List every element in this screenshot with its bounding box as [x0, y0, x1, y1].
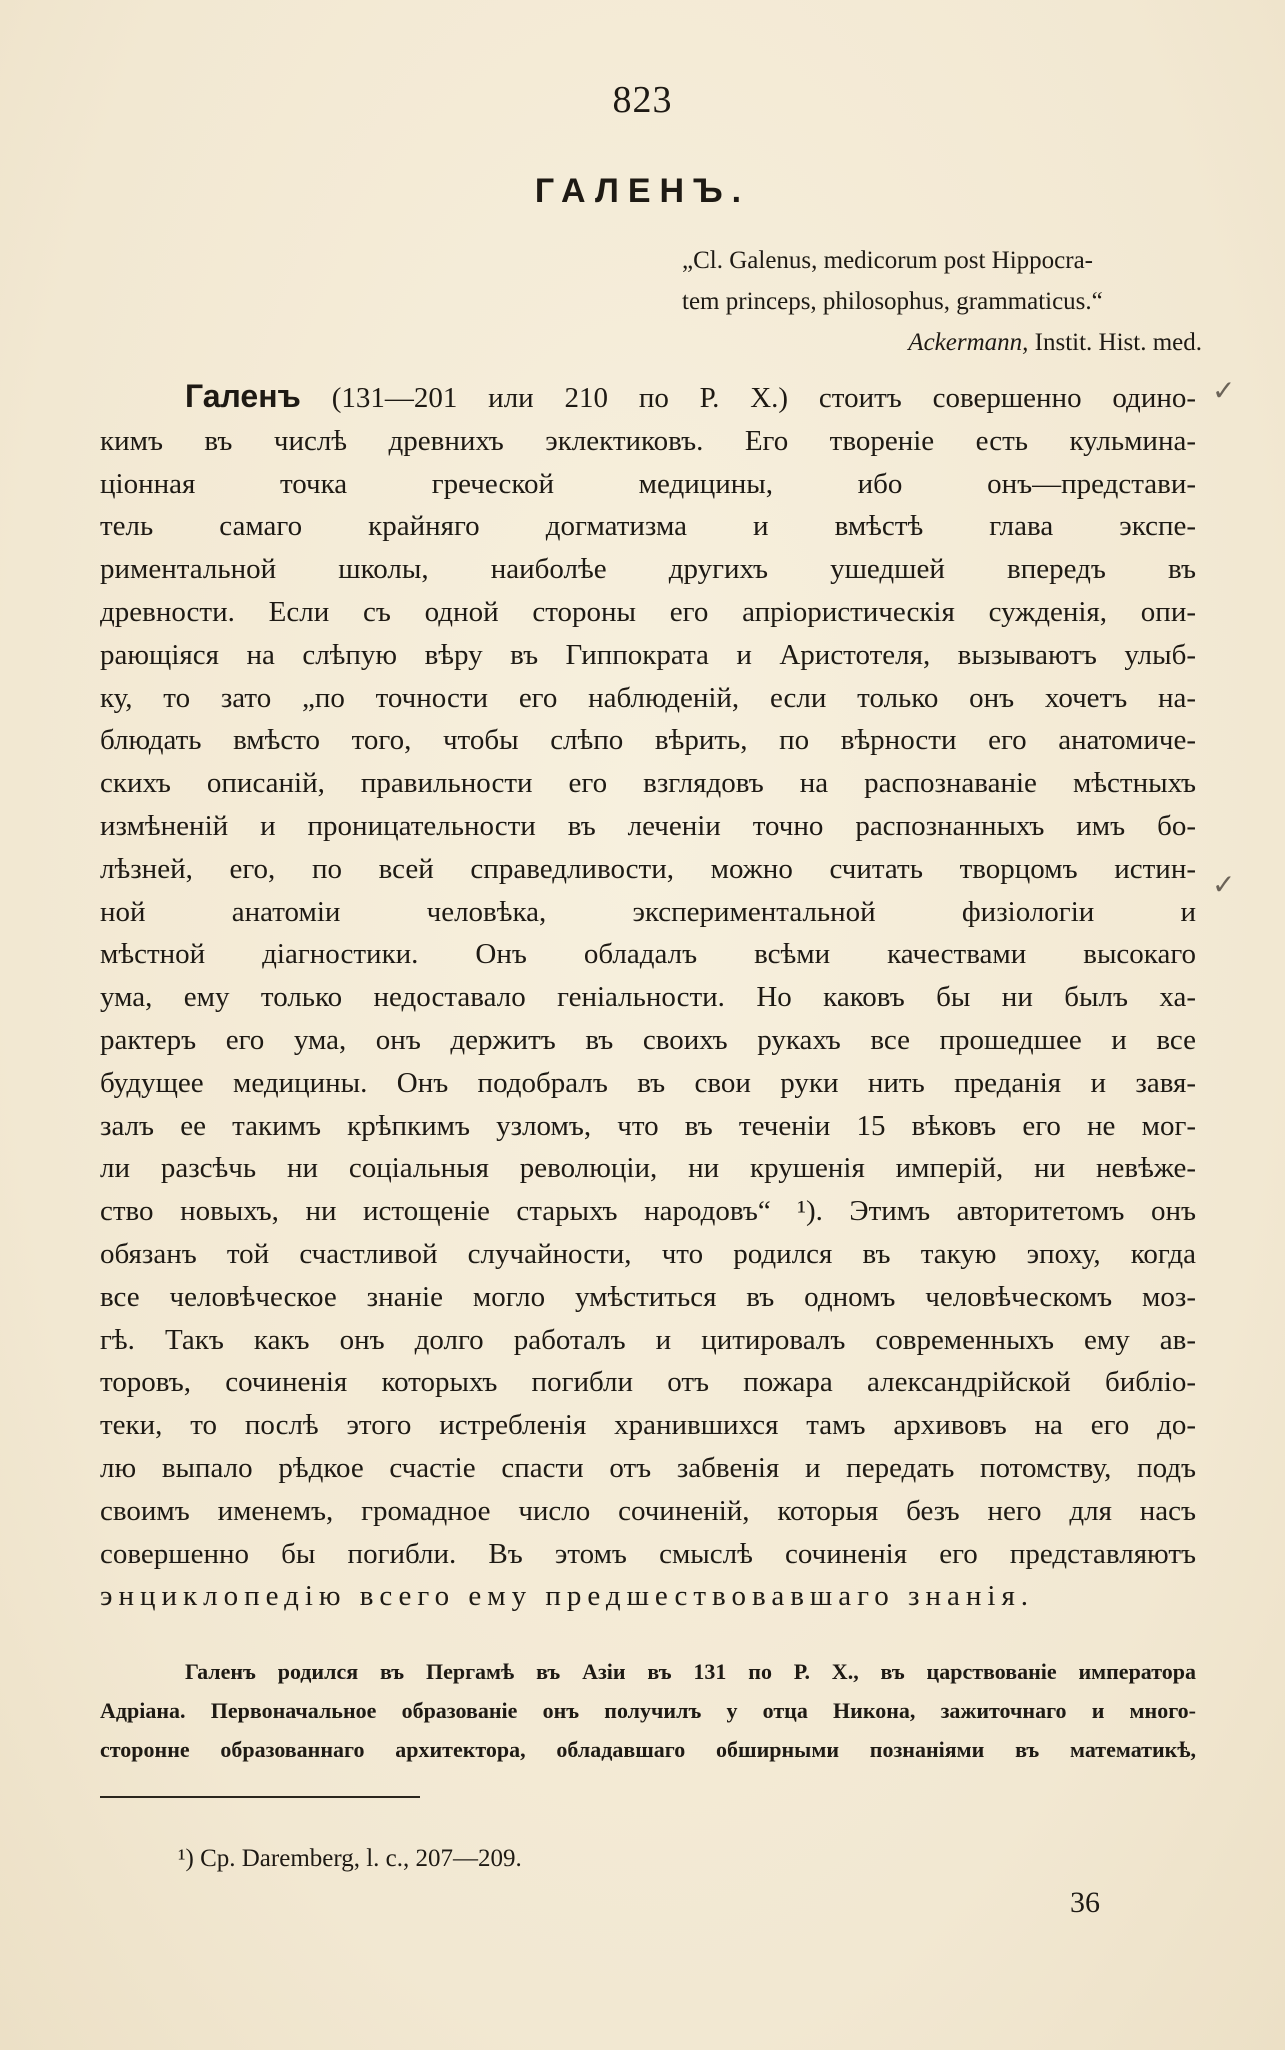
epigraph-attribution: [682, 322, 1202, 363]
text-line-content: (131—201 или 210 по Р. Х.) стоитъ совершенно одино-: [331, 382, 1197, 414]
text-line: гѣ. Такъ какъ онъ долго работалъ и цитировалъ современныхъ ему ав-: [100, 1323, 1196, 1356]
text-line: рающіяся на слѣпую вѣру въ Гиппократа и Аристотеля, вызываютъ улыб-: [100, 638, 1196, 671]
text-line: торовъ, сочиненія которыхъ погибли отъ пожара александрійской библіо-: [100, 1366, 1196, 1399]
epigraph-line: „Cl. Galenus, medicorum post Hippocra-: [682, 247, 1094, 274]
text-line: мѣстной діагностики. Онъ обладалъ всѣми качествами высокаго: [100, 938, 1196, 971]
text-line: ума, ему только недоставало геніальности. Но каковъ бы ни былъ ха-: [100, 981, 1196, 1014]
text-line: тель самаго крайняго догматизма и вмѣстѣ глава экспе-: [100, 510, 1196, 543]
text-line: ціонная точка греческой медицины, ибо онъ—представи-: [100, 467, 1196, 500]
text-line: теки, то послѣ этого истребленія хранившихся тамъ архивовъ на его до-: [100, 1409, 1196, 1442]
text-line: ли разсѣчь ни соціальныя революціи, ни крушенія имперій, ни невѣже-: [100, 1152, 1196, 1185]
text-line: ство новыхъ, ни истощеніе старыхъ народовъ“ ¹). Этимъ авторитетомъ онъ: [100, 1195, 1196, 1228]
signature-mark: 36: [1070, 1886, 1100, 1919]
text-line: скихъ описаній, правильности его взглядовъ на распознаваніе мѣстныхъ: [100, 767, 1196, 800]
text-line: все человѣческое знаніе могло умѣститься въ одномъ человѣческомъ моз-: [100, 1280, 1196, 1313]
footnote-divider: [100, 1796, 420, 1798]
text-line: лѣзней, его, по всей справедливости, можно считать творцомъ истин-: [100, 852, 1196, 885]
small-text-line: Галенъ родился въ Пергамѣ въ Азіи въ 131 по Р. Х., въ царствованіе императора: [185, 1659, 1196, 1684]
page-number: 823: [612, 79, 673, 121]
text-line: залъ ее такимъ крѣпкимъ узломъ, что въ теченіи 15 вѣковъ его не мог-: [100, 1109, 1196, 1142]
text-line: ку, то зато „по точности его наблюденій, если только онъ хочетъ на-: [100, 681, 1196, 714]
text-line: риментальной школы, наиболѣе другихъ ушедшей впередъ въ: [100, 553, 1196, 586]
epigraph: [682, 240, 1202, 363]
epigraph-line: tem princeps, philosophus, grammaticus.“: [682, 288, 1103, 315]
footnote: ¹) Ср. Daremberg, l. c., 207—209.: [178, 1845, 522, 1872]
text-line: ной анатоміи человѣка, экспериментальной физіологіи и: [100, 895, 1196, 928]
checkmark-icon: ✓: [1212, 870, 1236, 901]
epigraph-author: Ackermann,: [908, 329, 1029, 356]
text-line: [100, 375, 1196, 420]
epigraph-source: Instit. Hist. med.: [1034, 329, 1202, 356]
text-line: древности. Если съ одной стороны его апріористическія сужденія, опи-: [100, 595, 1196, 628]
text-line: своимъ именемъ, громадное число сочиненій, которыя безъ него для насъ: [100, 1494, 1196, 1527]
chapter-title: ГАЛЕНЪ.: [534, 172, 751, 210]
biography-paragraph: [100, 1652, 1196, 1769]
text-line: измѣненій и проницательности въ леченіи точно распознанныхъ имъ бо-: [100, 809, 1196, 842]
main-paragraph: [100, 375, 1196, 1618]
text-line: энциклопедію всего ему предшествовавшаго знанія.: [100, 1580, 1035, 1613]
text-line: кимъ въ числѣ древнихъ эклектиковъ. Его твореніе есть кульмина-: [100, 424, 1196, 457]
lead-word: Галенъ: [185, 378, 301, 414]
small-text-line: Адріана. Первоначальное образованіе онъ получилъ у отца Никона, зажиточнаго и много-: [100, 1698, 1196, 1723]
text-line: совершенно бы погибли. Въ этомъ смыслѣ сочиненія его представляютъ: [100, 1537, 1196, 1570]
text-line: обязанъ той счастливой случайности, что родился въ такую эпоху, когда: [100, 1237, 1196, 1270]
text-line: лю выпало рѣдкое счастіе спасти отъ забвенія и передать потомству, подъ: [100, 1451, 1196, 1484]
text-line: блюдать вмѣсто того, чтобы слѣпо вѣрить, по вѣрности его анатомиче-: [100, 724, 1196, 757]
checkmark-icon: ✓: [1212, 376, 1236, 407]
text-line: будущее медицины. Онъ подобралъ въ свои руки нить преданія и завя-: [100, 1066, 1196, 1099]
text-line: рактеръ его ума, онъ держитъ въ своихъ рукахъ все прошедшее и все: [100, 1023, 1196, 1056]
small-text-line: сторонне образованнаго архитектора, обладавшаго обширными познаніями въ математикѣ,: [100, 1737, 1196, 1762]
